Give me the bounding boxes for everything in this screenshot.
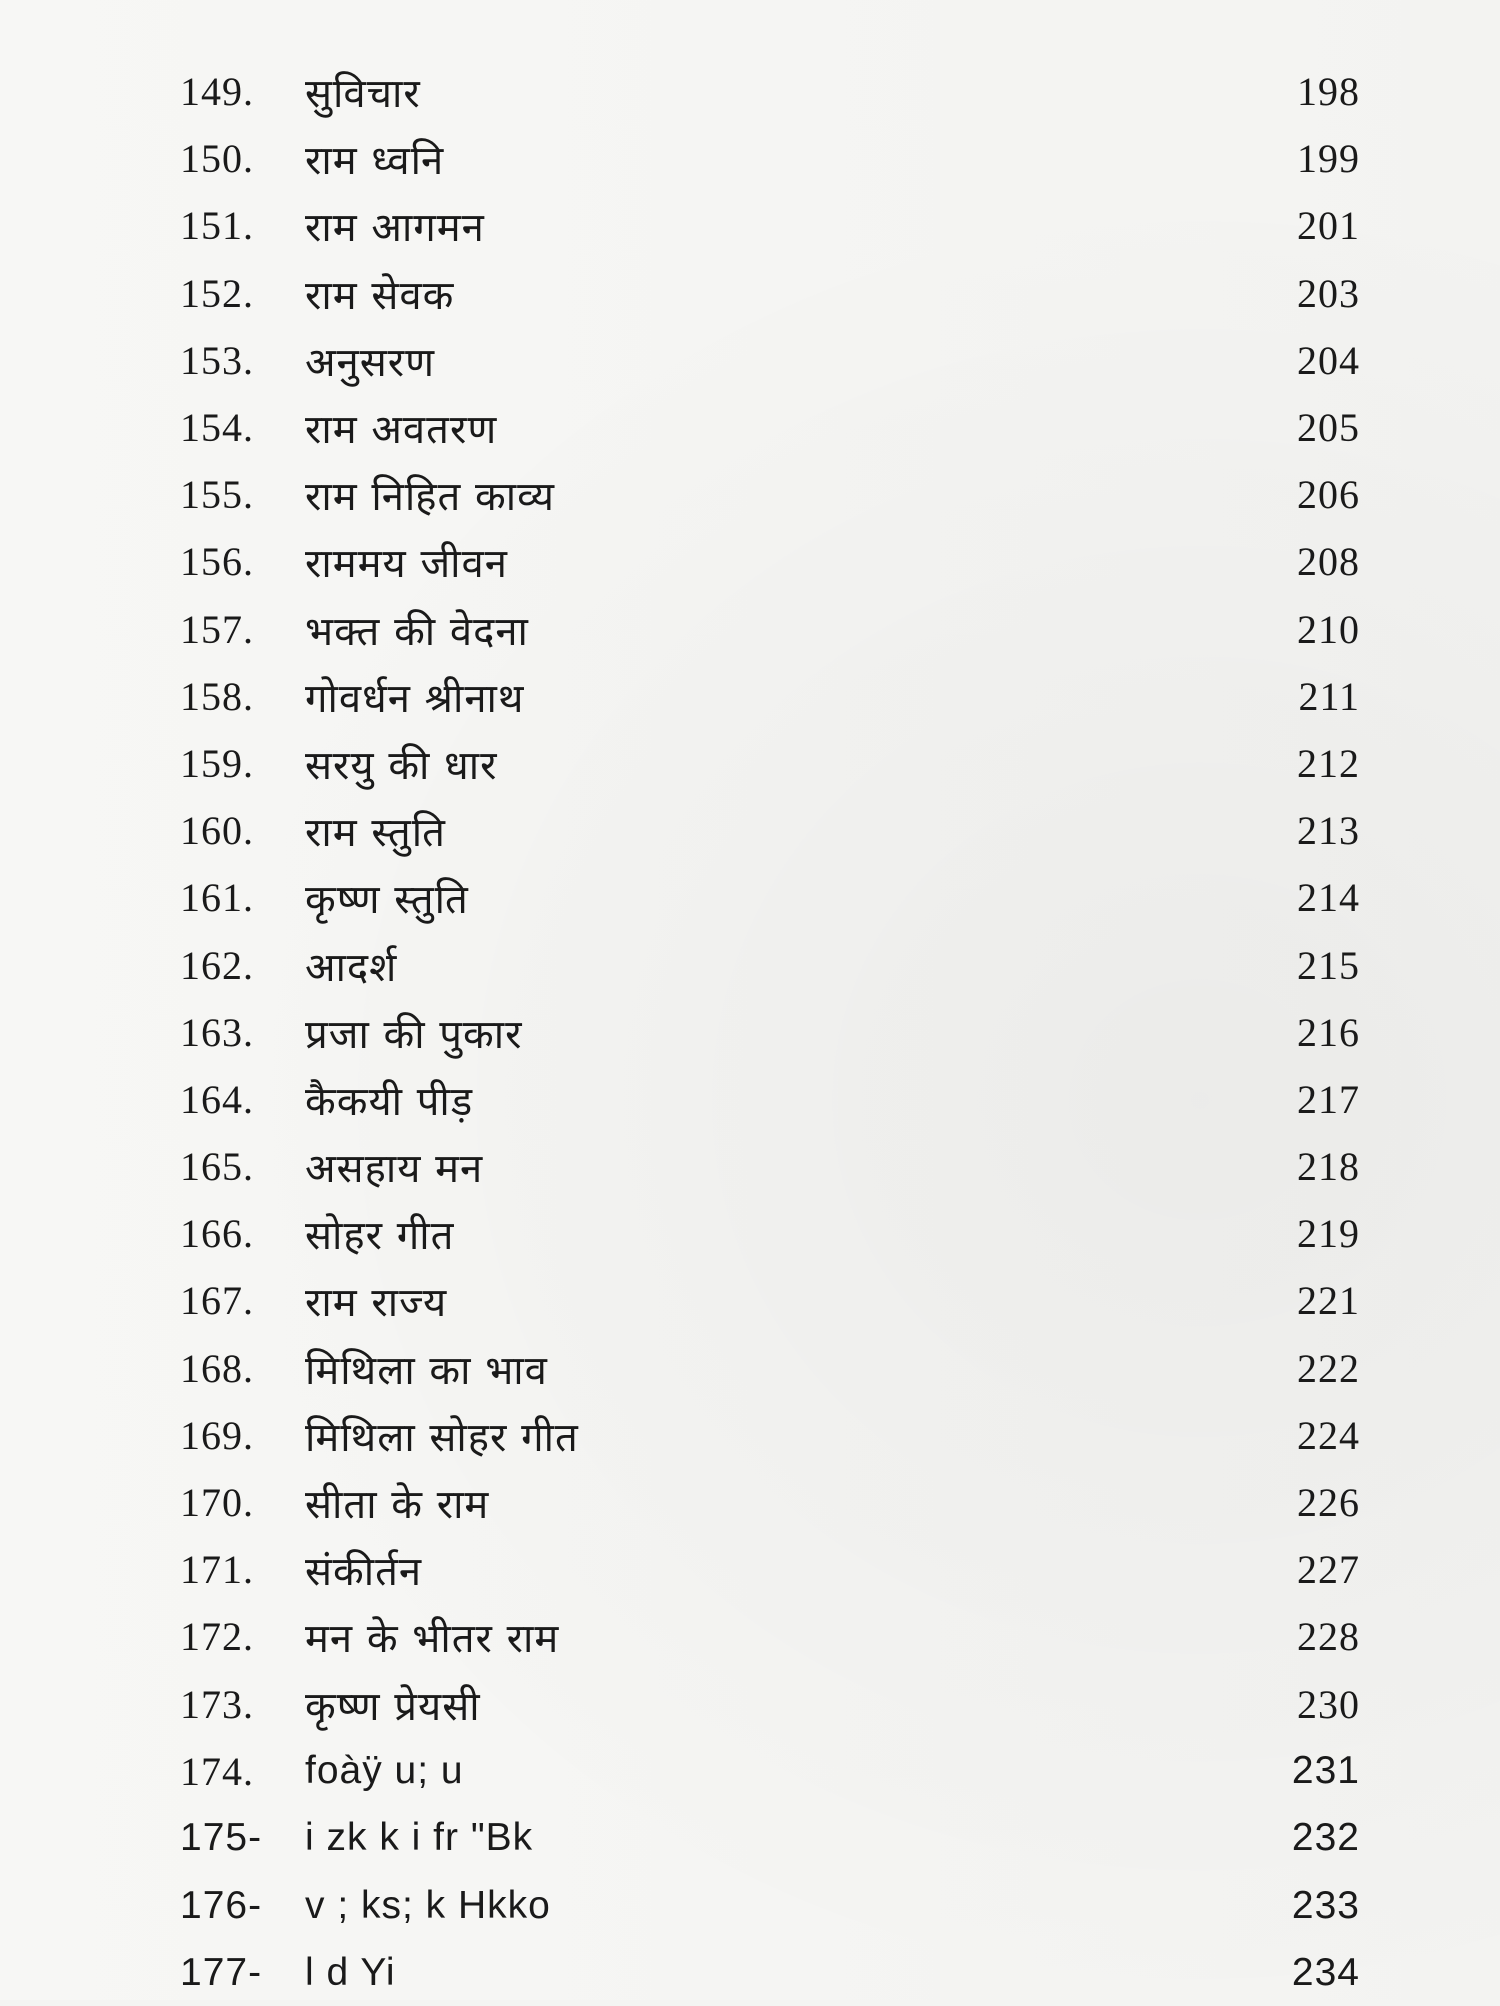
entry-title: गोवर्धन श्रीनाथ xyxy=(305,675,525,722)
entry-page-number: 228 xyxy=(1297,1614,1360,1660)
entry-number: 162. xyxy=(180,942,254,988)
toc-entry xyxy=(180,1671,1360,1738)
entry-number: 159. xyxy=(180,740,254,786)
entry-number: 173. xyxy=(180,1681,254,1727)
entry-page-number: 230 xyxy=(1297,1681,1360,1727)
entry-title: राम आगमन xyxy=(305,205,485,252)
entry-title: राम निहित काव्य xyxy=(305,474,555,521)
entry-number: 151. xyxy=(180,203,254,249)
entry-page-number: 218 xyxy=(1297,1144,1360,1190)
entry-title: कैकयी पीड़ xyxy=(305,1078,474,1125)
toc-entry xyxy=(180,1536,1360,1603)
toc-entry xyxy=(180,1603,1360,1670)
entry-title: मन के भीतर राम xyxy=(305,1616,560,1663)
entry-page-number: 208 xyxy=(1297,539,1360,585)
entry-page-number: 231 xyxy=(1291,1749,1360,1793)
entry-number: 165. xyxy=(180,1144,254,1190)
entry-number: 172. xyxy=(180,1614,254,1660)
toc-entry xyxy=(180,528,1360,595)
entry-page-number: 226 xyxy=(1297,1480,1360,1526)
entry-number: 160. xyxy=(180,808,254,854)
entry-number: 170. xyxy=(180,1480,254,1526)
toc-entry xyxy=(180,125,1360,192)
entry-title: कृष्ण स्तुति xyxy=(305,877,469,924)
entry-number: 154. xyxy=(180,405,254,451)
entry-number: 168. xyxy=(180,1345,254,1391)
entry-title: सुविचार xyxy=(305,71,421,118)
entry-title: सीता के राम xyxy=(305,1482,490,1529)
entry-number: 167. xyxy=(180,1278,254,1324)
entry-title: राम ध्वनि xyxy=(305,138,445,185)
entry-number: 175- xyxy=(180,1816,263,1860)
entry-number: 156. xyxy=(180,539,254,585)
entry-page-number: 210 xyxy=(1297,606,1360,652)
entry-page-number: 201 xyxy=(1297,203,1360,249)
entry-number: 161. xyxy=(180,875,254,921)
toc-entry xyxy=(180,192,1360,259)
entry-page-number: 205 xyxy=(1297,405,1360,451)
entry-title: आदर्श xyxy=(305,944,398,991)
toc-entry xyxy=(180,596,1360,663)
entry-title: foàÿ u; u xyxy=(305,1749,464,1793)
toc-entry xyxy=(180,1469,1360,1536)
entry-page-number: 212 xyxy=(1297,740,1360,786)
toc-entry xyxy=(180,1133,1360,1200)
entry-page-number: 219 xyxy=(1297,1211,1360,1257)
entry-title: प्रजा की पुकार xyxy=(305,1011,523,1058)
toc-entry xyxy=(180,1805,1360,1872)
entry-page-number: 199 xyxy=(1297,136,1360,182)
toc-entry xyxy=(180,1200,1360,1267)
entry-title: सरयु की धार xyxy=(305,742,498,789)
entry-number: 163. xyxy=(180,1009,254,1055)
entry-page-number: 234 xyxy=(1291,1950,1360,1994)
entry-page-number: 198 xyxy=(1297,69,1360,115)
entry-number: 149. xyxy=(180,69,254,115)
entry-page-number: 206 xyxy=(1297,472,1360,518)
entry-number: 158. xyxy=(180,673,254,719)
toc-entry xyxy=(180,461,1360,528)
entry-page-number: 213 xyxy=(1297,808,1360,854)
table-of-contents xyxy=(180,58,1360,2006)
entry-page-number: 227 xyxy=(1297,1547,1360,1593)
entry-number: 171. xyxy=(180,1547,254,1593)
entry-number: 164. xyxy=(180,1076,254,1122)
toc-entry xyxy=(180,730,1360,797)
entry-number: 177- xyxy=(180,1950,263,1994)
entry-page-number: 211 xyxy=(1298,673,1360,719)
entry-title: भक्त की वेदना xyxy=(305,608,529,655)
toc-entry xyxy=(180,1738,1360,1805)
toc-entry xyxy=(180,797,1360,864)
toc-entry xyxy=(180,260,1360,327)
entry-title: l d Yi xyxy=(305,1950,396,1994)
entry-title: सोहर गीत xyxy=(305,1213,455,1260)
entry-page-number: 215 xyxy=(1297,942,1360,988)
toc-entry xyxy=(180,663,1360,730)
entry-number: 150. xyxy=(180,136,254,182)
entry-title: राम स्तुति xyxy=(305,810,446,857)
entry-page-number: 222 xyxy=(1297,1345,1360,1391)
entry-number: 155. xyxy=(180,472,254,518)
entry-title: राम सेवक xyxy=(305,272,455,319)
entry-page-number: 214 xyxy=(1297,875,1360,921)
entry-number: 153. xyxy=(180,337,254,383)
toc-entry xyxy=(180,999,1360,1066)
entry-title: मिथिला सोहर गीत xyxy=(305,1414,579,1461)
toc-entry xyxy=(180,1066,1360,1133)
entry-number: 166. xyxy=(180,1211,254,1257)
entry-page-number: 233 xyxy=(1291,1883,1360,1927)
entry-title: असहाय मन xyxy=(305,1146,484,1193)
entry-page-number: 204 xyxy=(1297,337,1360,383)
toc-entry xyxy=(180,864,1360,931)
toc-entry xyxy=(180,1872,1360,1939)
entry-page-number: 217 xyxy=(1297,1076,1360,1122)
entry-title: राम अवतरण xyxy=(305,407,498,454)
entry-number: 157. xyxy=(180,606,254,652)
entry-title: मिथिला का भाव xyxy=(305,1347,548,1394)
entry-page-number: 216 xyxy=(1297,1009,1360,1055)
entry-title: राम राज्य xyxy=(305,1280,448,1327)
toc-entry xyxy=(180,1335,1360,1402)
entry-number: 176- xyxy=(180,1883,263,1927)
entry-title: राममय जीवन xyxy=(305,541,508,588)
entry-page-number: 224 xyxy=(1297,1412,1360,1458)
entry-page-number: 221 xyxy=(1297,1278,1360,1324)
entry-title: i zk k i fr "Bk xyxy=(305,1816,534,1860)
toc-entry xyxy=(180,58,1360,125)
toc-entry xyxy=(180,394,1360,461)
entry-title: संकीर्तन xyxy=(305,1549,423,1596)
toc-entry xyxy=(180,1267,1360,1334)
entry-number: 152. xyxy=(180,270,254,316)
toc-entry xyxy=(180,327,1360,394)
entry-title: कृष्ण प्रेयसी xyxy=(305,1683,481,1730)
toc-entry xyxy=(180,1939,1360,2006)
entry-number: 174. xyxy=(180,1748,254,1794)
entry-page-number: 203 xyxy=(1297,270,1360,316)
entry-page-number: 232 xyxy=(1291,1816,1360,1860)
toc-entry xyxy=(180,931,1360,998)
entry-title: अनुसरण xyxy=(305,339,436,386)
toc-entry xyxy=(180,1402,1360,1469)
entry-title: v ; ks; k Hkko xyxy=(305,1883,551,1927)
entry-number: 169. xyxy=(180,1412,254,1458)
